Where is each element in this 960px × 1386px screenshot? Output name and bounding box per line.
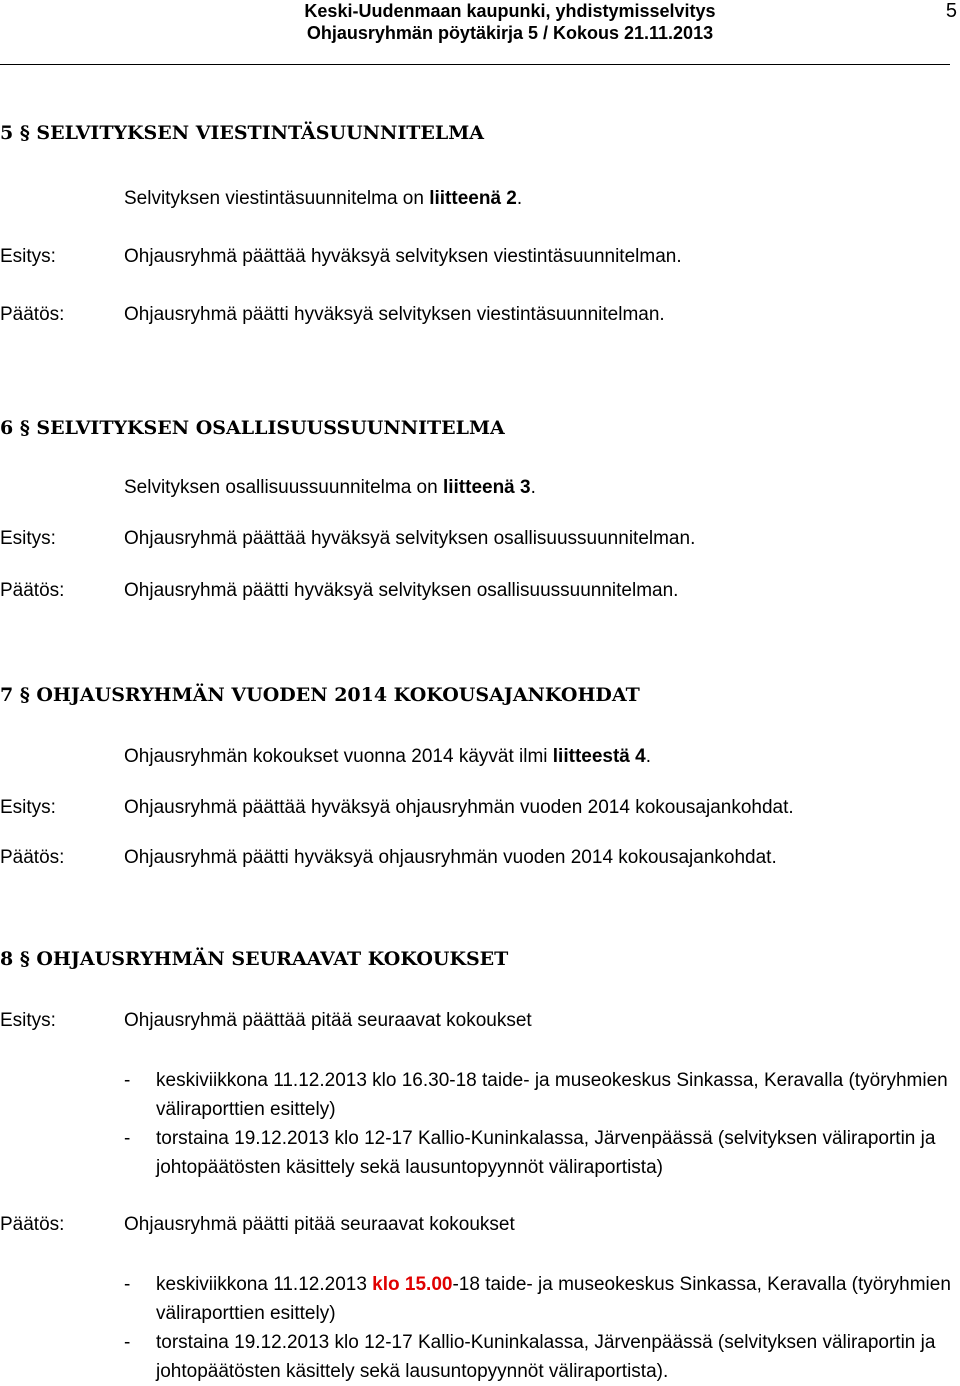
decision-row-6 bbox=[0, 578, 960, 604]
proposal-row-6 bbox=[0, 526, 960, 552]
decision-label: Päätös: bbox=[0, 1214, 65, 1235]
list-dash: - bbox=[124, 1070, 131, 1091]
decision-row-7 bbox=[0, 845, 960, 871]
list-item bbox=[124, 1124, 960, 1182]
page-number: 5 bbox=[945, 0, 957, 22]
decision-meeting-list bbox=[124, 1270, 960, 1386]
list-dash: - bbox=[124, 1332, 131, 1353]
list-item bbox=[124, 1066, 960, 1124]
section-intro-6: Selvityksen osallisuussuunnitelma on liitteenä 3. bbox=[124, 477, 536, 498]
attachment-reference: liitteenä 3 bbox=[442, 477, 531, 498]
decision-row-5 bbox=[0, 302, 960, 328]
decision-text: Ohjausryhmä päätti hyväksyä selvityksen osallisuussuunnitelman. bbox=[124, 580, 679, 601]
meeting-text: torstaina 19.12.2013 klo 12-17 Kallio-Kuninkalassa, Järvenpäässä (selvityksen väliraportin ja johtopäätösten käsittely sekä lausuntopyynnöt väliraportista) bbox=[156, 1128, 936, 1178]
meeting-text: keskiviikkona 11.12.2013 klo 16.30-18 taide- ja museokeskus Sinkassa, Keravalla (työryhmien väliraporttien esittely) bbox=[156, 1070, 948, 1120]
section-intro-5: Selvityksen viestintäsuunnitelma on liitteenä 2. bbox=[124, 188, 523, 209]
header-document-title: Ohjausryhmän pöytäkirja 5 / Kokous 21.11.2013 bbox=[306, 23, 714, 43]
attachment-reference: liitteenä 2 bbox=[429, 188, 517, 209]
attachment-reference: liitteestä 4 bbox=[552, 746, 646, 767]
header-divider bbox=[0, 64, 950, 65]
decision-text: Ohjausryhmä päätti hyväksyä ohjausryhmän vuoden 2014 kokousajankohdat. bbox=[124, 847, 777, 868]
list-item bbox=[124, 1328, 960, 1386]
decision-label: Päätös: bbox=[0, 847, 65, 868]
proposal-text: Ohjausryhmä päättää hyväksyä selvityksen viestintäsuunnitelman. bbox=[124, 246, 682, 267]
changed-time-highlight-2: 00 bbox=[431, 1274, 453, 1295]
list-dash: - bbox=[124, 1128, 131, 1149]
proposal-row-8 bbox=[0, 1008, 960, 1034]
list-item bbox=[124, 1270, 960, 1328]
section-intro-7: Ohjausryhmän kokoukset vuonna 2014 käyvät ilmi liitteestä 4. bbox=[124, 746, 651, 767]
section-heading-7: 7 § OHJAUSRYHMÄN VUODEN 2014 KOKOUSAJANKOHDAT bbox=[0, 684, 640, 706]
decision-text: Ohjausryhmä päätti pitää seuraavat kokoukset bbox=[124, 1214, 515, 1235]
section-heading-6: 6 § SELVITYKSEN OSALLISUUSSUUNNITELMA bbox=[0, 417, 505, 439]
proposal-text: Ohjausryhmä päättää hyväksyä selvityksen osallisuussuunnitelman. bbox=[124, 528, 696, 549]
proposal-text: Ohjausryhmä päättää pitää seuraavat kokoukset bbox=[124, 1010, 532, 1031]
decision-label: Päätös: bbox=[0, 580, 65, 601]
proposal-label: Esitys: bbox=[0, 528, 56, 549]
decision-row-8 bbox=[0, 1212, 960, 1238]
proposal-label: Esitys: bbox=[0, 246, 56, 267]
section-heading-8: 8 § OHJAUSRYHMÄN SEURAAVAT KOKOUKSET bbox=[0, 948, 509, 970]
meeting-text: keskiviikkona 11.12.2013 klo 15.00-18 taide- ja museokeskus Sinkassa, Keravalla (työryhmien väliraporttien esittely) bbox=[156, 1274, 951, 1324]
proposal-row-7 bbox=[0, 795, 960, 821]
proposal-label: Esitys: bbox=[0, 797, 56, 818]
changed-time-highlight: klo 15. bbox=[372, 1274, 432, 1295]
decision-label: Päätös: bbox=[0, 304, 65, 325]
page-header bbox=[0, 0, 960, 66]
list-dash: - bbox=[124, 1274, 131, 1295]
decision-text: Ohjausryhmä päätti hyväksyä selvityksen viestintäsuunnitelman. bbox=[124, 304, 665, 325]
meeting-text: torstaina 19.12.2013 klo 12-17 Kallio-Kuninkalassa, Järvenpäässä (selvityksen väliraportin ja johtopäätösten käsittely sekä lausuntopyynnöt väliraportista). bbox=[156, 1332, 936, 1382]
proposal-meeting-list bbox=[124, 1066, 960, 1182]
section-heading-5: 5 § SELVITYKSEN VIESTINTÄSUUNNITELMA bbox=[0, 122, 485, 144]
proposal-text: Ohjausryhmä päättää hyväksyä ohjausryhmän vuoden 2014 kokousajankohdat. bbox=[124, 797, 794, 818]
proposal-label: Esitys: bbox=[0, 1010, 56, 1031]
header-organization: Keski-Uudenmaan kaupunki, yhdistymisselvitys bbox=[304, 1, 716, 21]
proposal-row-5 bbox=[0, 244, 960, 270]
